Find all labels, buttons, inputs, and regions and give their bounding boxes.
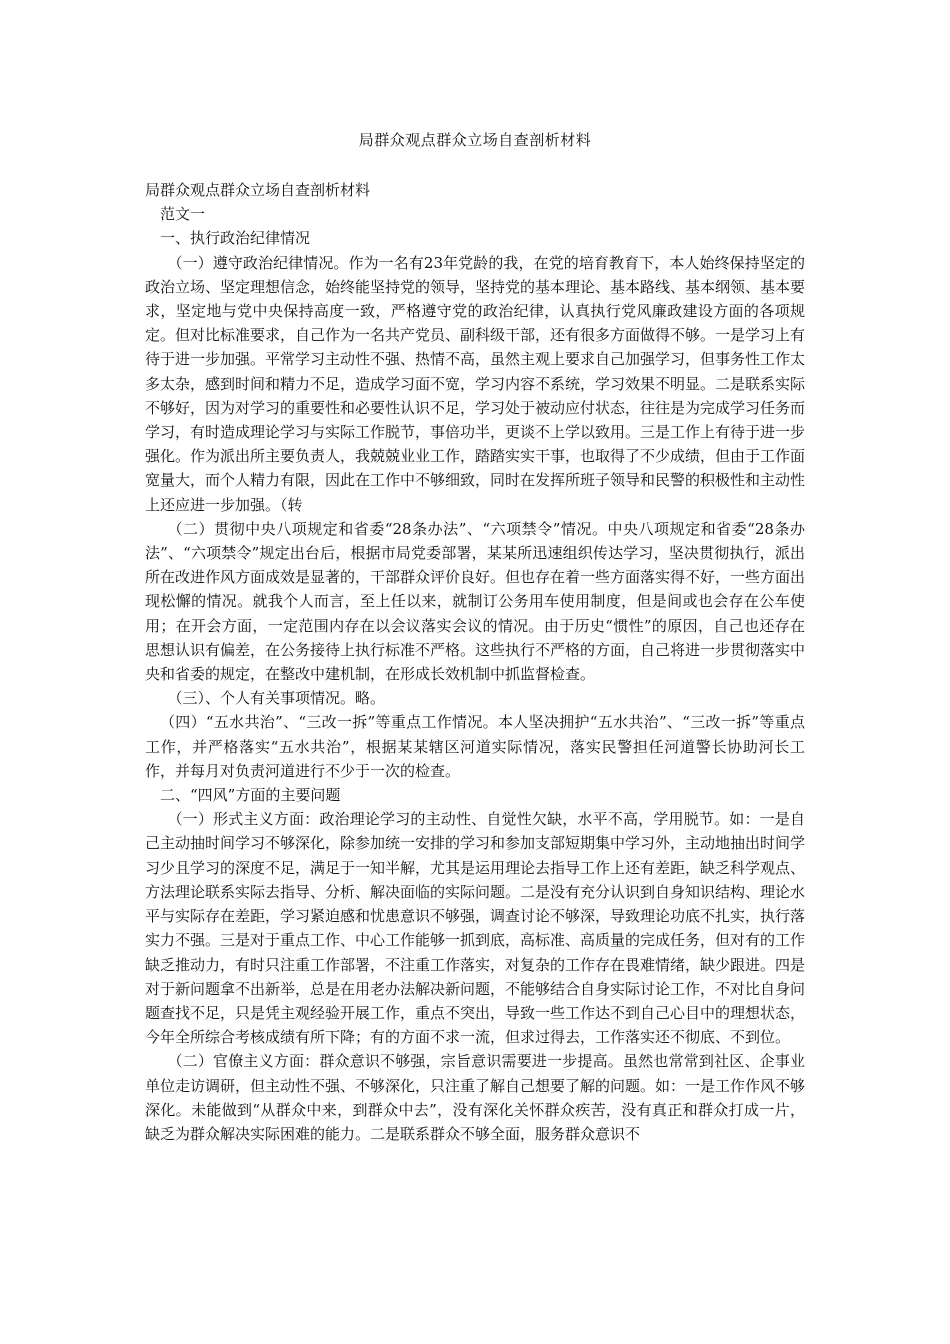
section-heading-2: 二、“四风”方面的主要问题 <box>160 786 341 805</box>
sample-label: 范文一 <box>160 205 206 224</box>
paragraph: （三）、个人有关事项情况。略。 <box>167 689 386 708</box>
paragraph: （一）形式主义方面：政治理论学习的主动性、自觉性欠缺，水平不高，学用脱节。如：一是自己主动抽时间学习不够深化，除参加统一安排的学习和参加支部短期集中学习外，主动地抽出时间学习少且学习的深度不足，满足于一知半解，尤其是运用理论去指导工作上还有差距，缺乏科学观点、方法理论联系实际去指导、分析、解决面临的实际问题。二是没有充分认识到自身知识结构、理论水平与实际存在差距，学习紧迫感和忧患意识不够强，调查讨论不够深，导致理论功底不扎实，执行落实力不强。三是对于重点工作、中心工作能够一抓到底，高标准、高质量的完成任务，但对有的工作缺乏推动力，有时只注重工作部署，不注重工作落实，对复杂的工作存在畏难情绪，缺少跟进。四是对于新问题拿不出新举，总是在用老办法解决新问题，不能够结合自身实际讨论工作，不对比自身问题查找不足，只是凭主观经验开展工作，重点不突出，导致一些工作达不到自己心目中的理想状态，今年全所综合考核成绩有所下降；有的方面不求一流，但求过得去，工作落实还不彻底、不到位。 <box>145 810 806 1047</box>
document-body <box>145 178 805 1146</box>
paragraph: （一）遵守政治纪律情况。作为一名有23年党龄的我，在党的培育教育下，本人始终保持坚定的政治立场、坚定理想信念，始终能坚持党的领导，坚持党的基本理论、基本路线、基本纲领、基本要求，坚定地与党中央保持高度一致，严格遵守党的政治纪律，认真执行党风廉政建设方面的各项规定。但对比标准要求，自己作为一名共产党员、副科级干部，还有很多方面做得不够。一是学习上有待于进一步加强。平常学习主动性不强、热情不高，虽然主观上要求自己加强学习，但事务性工作太多太杂，感到时间和精力不足，造成学习面不宽，学习内容不系统，学习效果不明显。二是联系实际不够好，因为对学习的重要性和必要性认识不足，学习处于被动应付状态，往往是为完成学习任务而学习，有时造成理论学习与实际工作脱节，事倍功半，更谈不上学以致用。三是工作上有待于进一步强化。作为派出所主要负责人，我兢兢业业工作，踏踏实实干事，也取得了不少成绩，但由于工作面宽量大，而个人精力有限，因此在工作中不够细致，同时在发挥所班子领导和民警的积极性和主动性上还应进一步加强。（转 <box>145 253 806 514</box>
paragraph: （二）贯彻中央八项规定和省委“28条办法”、“六项禁令”情况。中央八项规定和省委“28条办法”、“六项禁令”规定出台后，根据市局党委部署，某某所迅速组织传达学习，坚决贯彻执行，派出所在改进作风方面成效是显著的，干部群众评价良好。但也存在着一些方面落实得不好，一些方面出现松懈的情况。就我个人而言，至上任以来，就制订公务用车使用制度，但是间或也会存在公车使用；在开会方面，一定范围内存在以会议落实会议的情况。由于历史“惯性”的原因，自己也还存在思想认识有偏差，在公务接待上执行标准不严格。这些执行不严格的方面，自己将进一步贯彻落实中央和省委的规定，在整改中建机制，在形成长效机制中抓监督检查。 <box>145 519 806 684</box>
subtitle: 局群众观点群众立场自查剖析材料 <box>145 181 371 199</box>
page-title: 局群众观点群众立场自查剖析材料 <box>358 131 592 149</box>
paragraph: （四）“五水共治”、“三改一拆”等重点工作情况。本人坚决拥护“五水共治”、“三改一拆”等重点工作，并严格落实“五水共治”，根据某某辖区河道实际情况，落实民警担任河道警长协助河长工作，并每月对负责河道进行不少于一次的检查。 <box>145 713 805 780</box>
paragraph: （二）官僚主义方面：群众意识不够强，宗旨意识需要进一步提高。虽然也常常到社区、企事业单位走访调研，但主动性不强、不够深化，只注重了解自己想要了解的问题。如：一是工作作风不够深化。未能做到“从群众中来，到群众中去”，没有深化关怀群众疾苦，没有真正和群众打成一片，缺乏为群众解决实际困难的能力。二是联系群众不够全面，服务群众意识不 <box>145 1052 806 1143</box>
section-heading-1: 一、执行政治纪律情况 <box>160 229 311 248</box>
